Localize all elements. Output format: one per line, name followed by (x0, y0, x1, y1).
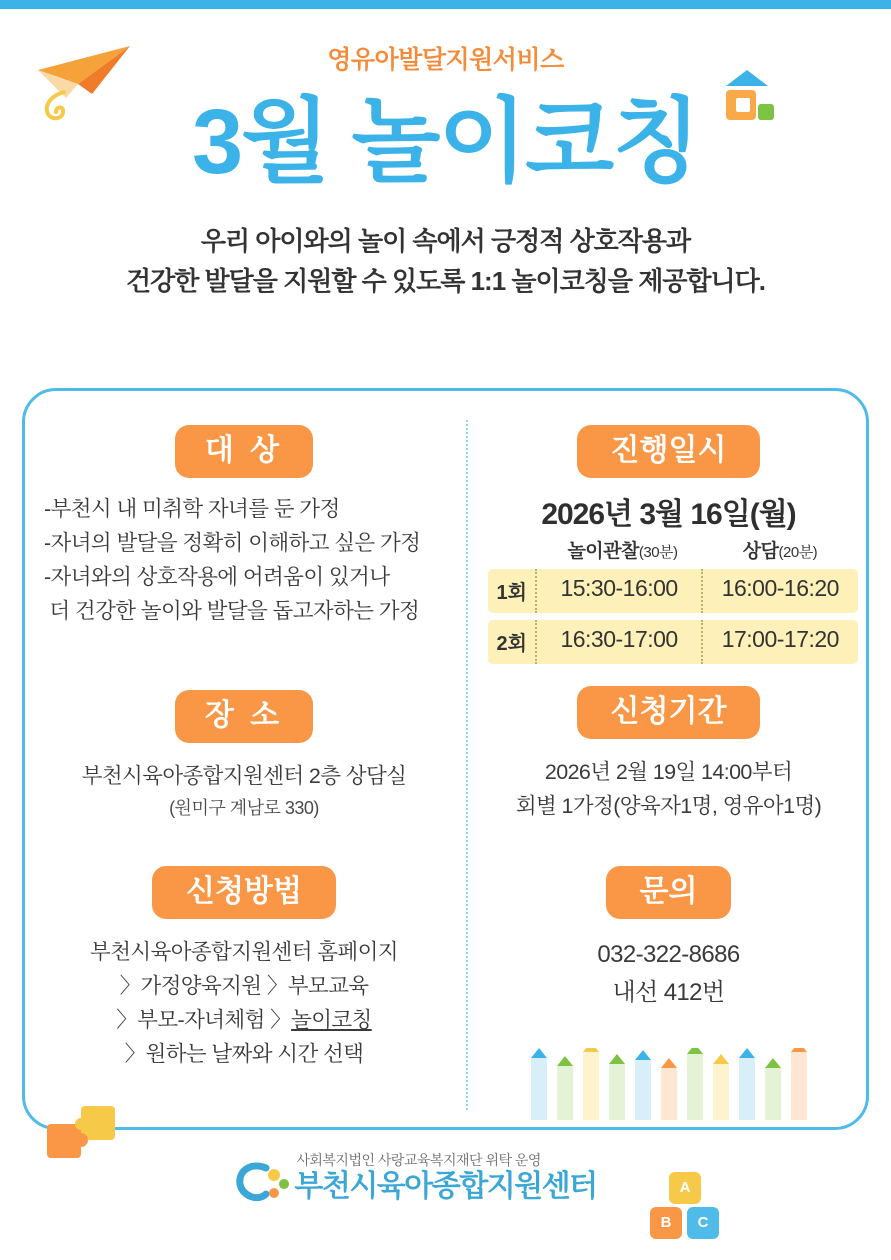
footer-org-name: 부천시육아종합지원센터 (294, 1170, 597, 1203)
place-heading-wrap (22, 690, 466, 743)
row-counseling-time: 17:00-17:20 (701, 620, 858, 664)
schedule-table (488, 536, 858, 671)
row-observation-time: 15:30-16:00 (535, 569, 700, 613)
list-item: -자녀의 발달을 정확히 이해하고 싶은 가정 (44, 530, 421, 555)
schedule-heading: 진행일시 (577, 425, 761, 478)
schedule-table-header (488, 536, 858, 563)
apply-method-body (22, 936, 466, 1072)
contact-phone: 032-322-8686 (597, 941, 740, 968)
top-accent-bar (0, 0, 891, 9)
center-logo-icon (236, 1162, 292, 1206)
page-title: 3월 놀이코칭 (191, 91, 700, 193)
apply-method-line-3 (22, 1004, 466, 1038)
footer (0, 1150, 891, 1205)
subtitle-line-1: 우리 아이와의 놀이 속에서 긍정적 상호작용과 (200, 225, 691, 256)
apply-method-line-2: 〉가정양육지원 〉부모교육 (119, 973, 369, 998)
abc-block-a: A (669, 1172, 701, 1204)
column-header-counseling: 상담 (742, 541, 779, 562)
colored-pencils-icon (523, 1048, 843, 1120)
column-header-observation: 놀이관찰 (567, 541, 639, 562)
row-counseling-time: 16:00-16:20 (701, 569, 858, 613)
contact-body (468, 936, 869, 1012)
left-column (22, 388, 466, 1130)
schedule-heading-wrap (468, 425, 869, 478)
list-item: 더 건강한 놀이와 발달을 돕고자하는 가정 (44, 598, 420, 623)
abc-block-b: B (650, 1207, 682, 1239)
table-row (488, 569, 858, 613)
poster-header (0, 40, 891, 301)
row-observation-time: 16:30-17:00 (535, 620, 700, 664)
column-header-observation-sub: (30분) (638, 544, 678, 561)
abc-blocks-icon (650, 1172, 720, 1242)
place-body (22, 760, 466, 820)
target-list (44, 493, 474, 629)
row-round: 2회 (488, 620, 535, 664)
target-heading: 대 상 (175, 425, 313, 478)
apply-method-line-4: 〉원하는 날짜와 시간 선택 (124, 1041, 364, 1066)
place-line-1: 부천시육아종합지원센터 2층 상담실 (81, 764, 407, 788)
place-heading: 장 소 (175, 690, 313, 743)
table-row (488, 620, 858, 664)
eyebrow-text: 영유아발달지원서비스 (327, 46, 564, 74)
schedule-date: 2026년 3월 16일(월) (541, 498, 796, 531)
list-item: -자녀와의 상호작용에 어려움이 있거나 (44, 564, 390, 589)
target-heading-wrap (22, 425, 466, 478)
apply-period-heading: 신청기간 (577, 686, 761, 739)
row-round: 1회 (488, 569, 535, 613)
apply-method-line-3-prefix: 〉부모-자녀체험 〉 (116, 1007, 292, 1032)
list-item: -부천시 내 미취학 자녀를 둔 가정 (44, 497, 340, 521)
contact-heading: 문의 (606, 866, 732, 919)
right-column (468, 388, 869, 1130)
apply-period-line-1: 2026년 2월 19일 14:00부터 (544, 760, 793, 784)
apply-method-link[interactable]: 놀이코칭 (291, 1007, 372, 1032)
apply-period-heading-wrap (468, 686, 869, 739)
apply-period-body (468, 756, 869, 824)
apply-method-heading: 신청방법 (152, 866, 336, 919)
subtitle-line-2: 건강한 발달을 지원할 수 있도록 1:1 놀이코칭을 제공합니다. (125, 265, 766, 296)
footer-org-subtitle: 사회복지법인 사랑교육복지재단 위탁 운영 (296, 1152, 541, 1168)
place-line-2: (원미구 계남로 330) (169, 797, 319, 818)
abc-block-c: C (687, 1207, 719, 1239)
contact-heading-wrap (468, 866, 869, 919)
apply-method-line-1: 부천시육아종합지원센터 홈페이지 (90, 940, 398, 964)
apply-method-heading-wrap (22, 866, 466, 919)
column-header-counseling-sub: (20분) (778, 544, 818, 561)
contact-extension: 내선 412번 (612, 978, 725, 1006)
apply-period-line-2: 회별 1가정(양육자1명, 영유아1명) (515, 793, 822, 818)
